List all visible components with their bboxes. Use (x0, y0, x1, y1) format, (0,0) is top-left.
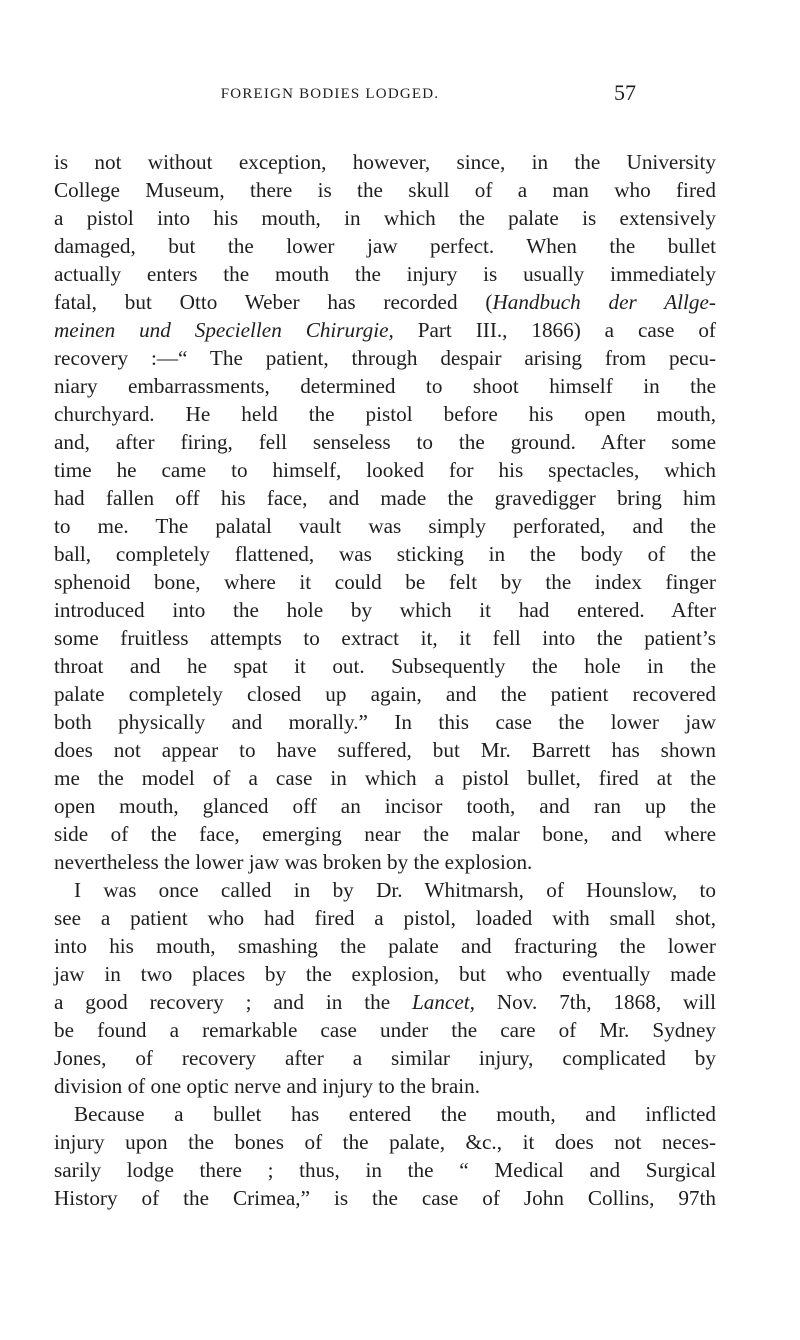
text-line: does not appear to have suffered, but Mr. Barrett has shown (54, 738, 716, 762)
text-line: ball, completely flattened, was sticking in the body of the (54, 542, 716, 566)
text-line: had fallen off his face, and made the gravedigger bring him (54, 486, 716, 510)
text-line: see a patient who had fired a pistol, loaded with small shot, (54, 906, 716, 930)
text-run: a good recovery ; and in the (54, 990, 413, 1014)
text-line (54, 316, 716, 344)
text-line: Because a bullet has entered the mouth, and inflicted (74, 1102, 716, 1126)
text-line (54, 288, 716, 316)
text-run: Part III., 1866) a case of (393, 318, 716, 342)
running-head: FOREIGN BODIES LODGED. (220, 86, 440, 102)
text-run: fatal, but Otto Weber has recorded ( (54, 290, 493, 314)
text-line: side of the face, emerging near the malar bone, and where (54, 822, 716, 846)
text-line: Jones, of recovery after a similar injury, complicated by (54, 1046, 716, 1070)
text-line: some fruitless attempts to extract it, it fell into the patient’s (54, 626, 716, 650)
text-line: a pistol into his mouth, in which the palate is extensively (54, 206, 716, 230)
italic-title: meinen und Speciellen Chirurgie, (54, 318, 394, 342)
text-line: actually enters the mouth the injury is usually immediately (54, 262, 716, 286)
text-line: recovery :—“ The patient, through despair arising from pecu- (54, 346, 716, 370)
text-line: both physically and morally.” In this case the lower jaw (54, 710, 716, 734)
text-line: injury upon the bones of the palate, &c., it does not neces- (54, 1130, 716, 1154)
text-line: I was once called in by Dr. Whitmarsh, of Hounslow, to (74, 878, 716, 902)
text-line: to me. The palatal vault was simply perforated, and the (54, 514, 716, 538)
page-number: 57 (614, 80, 636, 105)
text-line: sphenoid bone, where it could be felt by the index finger (54, 570, 716, 594)
italic-title: Lancet, (412, 990, 475, 1014)
text-line: into his mouth, smashing the palate and fracturing the lower (54, 934, 716, 958)
text-line: be found a remarkable case under the care of Mr. Sydney (54, 1018, 716, 1042)
text-line: and, after firing, fell senseless to the ground. After some (54, 430, 716, 454)
italic-title: Handbuch der Allge- (492, 290, 716, 314)
text-line: palate completely closed up again, and the patient recovered (54, 682, 716, 706)
text-line: is not without exception, however, since, in the University (54, 150, 716, 174)
text-line: throat and he spat it out. Subsequently the hole in the (54, 654, 716, 678)
text-line: College Museum, there is the skull of a man who fired (54, 178, 716, 202)
text-line: churchyard. He held the pistol before his open mouth, (54, 402, 716, 426)
text-run: Nov. 7th, 1868, will (474, 990, 716, 1014)
text-line: open mouth, glanced off an incisor tooth, and ran up the (54, 794, 716, 818)
text-line: me the model of a case in which a pistol bullet, fired at the (54, 766, 716, 790)
text-line: sarily lodge there ; thus, in the “ Medical and Surgical (54, 1158, 716, 1182)
text-line: niary embarrassments, determined to shoot himself in the (54, 374, 716, 398)
text-line: time he came to himself, looked for his spectacles, which (54, 458, 716, 482)
text-line: damaged, but the lower jaw perfect. When the bullet (54, 234, 716, 258)
text-line: jaw in two places by the explosion, but who eventually made (54, 962, 716, 986)
text-line: division of one optic nerve and injury to the brain. (54, 1074, 481, 1098)
text-line (54, 988, 716, 1016)
text-line: introduced into the hole by which it had entered. After (54, 598, 716, 622)
text-line: History of the Crimea,” is the case of John Collins, 97th (54, 1186, 716, 1210)
text-line: nevertheless the lower jaw was broken by the explosion. (54, 850, 533, 874)
